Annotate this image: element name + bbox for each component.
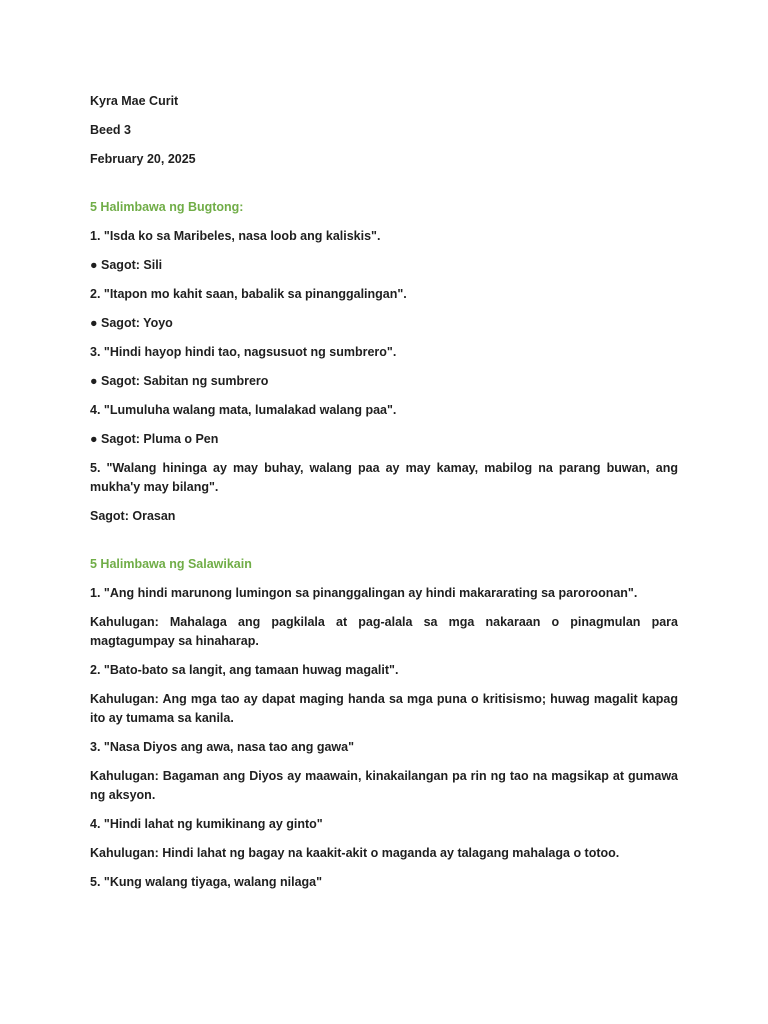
bugtong-heading: 5 Halimbawa ng Bugtong:: [90, 200, 244, 214]
document-page: [90, 92, 678, 902]
salawikain-line: Kahulugan: Mahalaga ang pagkilala at pag-alala sa mga nakaraan o pinagmulan para magtagumpay sa hinaharap.: [90, 615, 678, 648]
document-date: February 20, 2025: [90, 152, 196, 166]
bugtong-line: 1. "Isda ko sa Maribeles, nasa loob ang kaliskis".: [90, 229, 381, 243]
salawikain-line: 5. "Kung walang tiyaga, walang nilaga": [90, 875, 323, 889]
salawikain-line: Kahulugan: Ang mga tao ay dapat maging handa sa mga puna o kritisismo; huwag magalit kapag ito ay tumama sa kanila.: [90, 692, 678, 725]
salawikain-line: 2. "Bato-bato sa langit, ang tamaan huwag magalit".: [90, 663, 399, 677]
author-name: Kyra Mae Curit: [90, 94, 179, 108]
salawikain-line: Kahulugan: Bagaman ang Diyos ay maawain, kinakailangan pa rin ng tao na magsikap at gumawa ng aksyon.: [90, 769, 678, 802]
bugtong-line: Sagot: Orasan: [90, 509, 176, 523]
bugtong-line: ● Sagot: Sabitan ng sumbrero: [90, 374, 269, 388]
salawikain-line: 1. "Ang hindi marunong lumingon sa pinanggalingan ay hindi makararating sa paroroonan".: [90, 586, 638, 600]
salawikain-line: 3. "Nasa Diyos ang awa, nasa tao ang gawa": [90, 740, 355, 754]
bugtong-line: ● Sagot: Sili: [90, 258, 163, 272]
bugtong-line: ● Sagot: Yoyo: [90, 316, 173, 330]
bugtong-line: 4. "Lumuluha walang mata, lumalakad walang paa".: [90, 403, 397, 417]
bugtong-line: 5. "Walang hininga ay may buhay, walang paa ay may kamay, mabilog na parang buwan, ang mukha'y may bilang".: [90, 461, 678, 494]
salawikain-line: Kahulugan: Hindi lahat ng bagay na kaakit-akit o maganda ay talagang mahalaga o totoo.: [90, 846, 620, 860]
bugtong-line: ● Sagot: Pluma o Pen: [90, 432, 219, 446]
course-year: Beed 3: [90, 123, 131, 137]
bugtong-line: 3. "Hindi hayop hindi tao, nagsusuot ng sumbrero".: [90, 345, 397, 359]
salawikain-line: 4. "Hindi lahat ng kumikinang ay ginto": [90, 817, 323, 831]
salawikain-heading: 5 Halimbawa ng Salawikain: [90, 557, 252, 571]
bugtong-line: 2. "Itapon mo kahit saan, babalik sa pinanggalingan".: [90, 287, 407, 301]
